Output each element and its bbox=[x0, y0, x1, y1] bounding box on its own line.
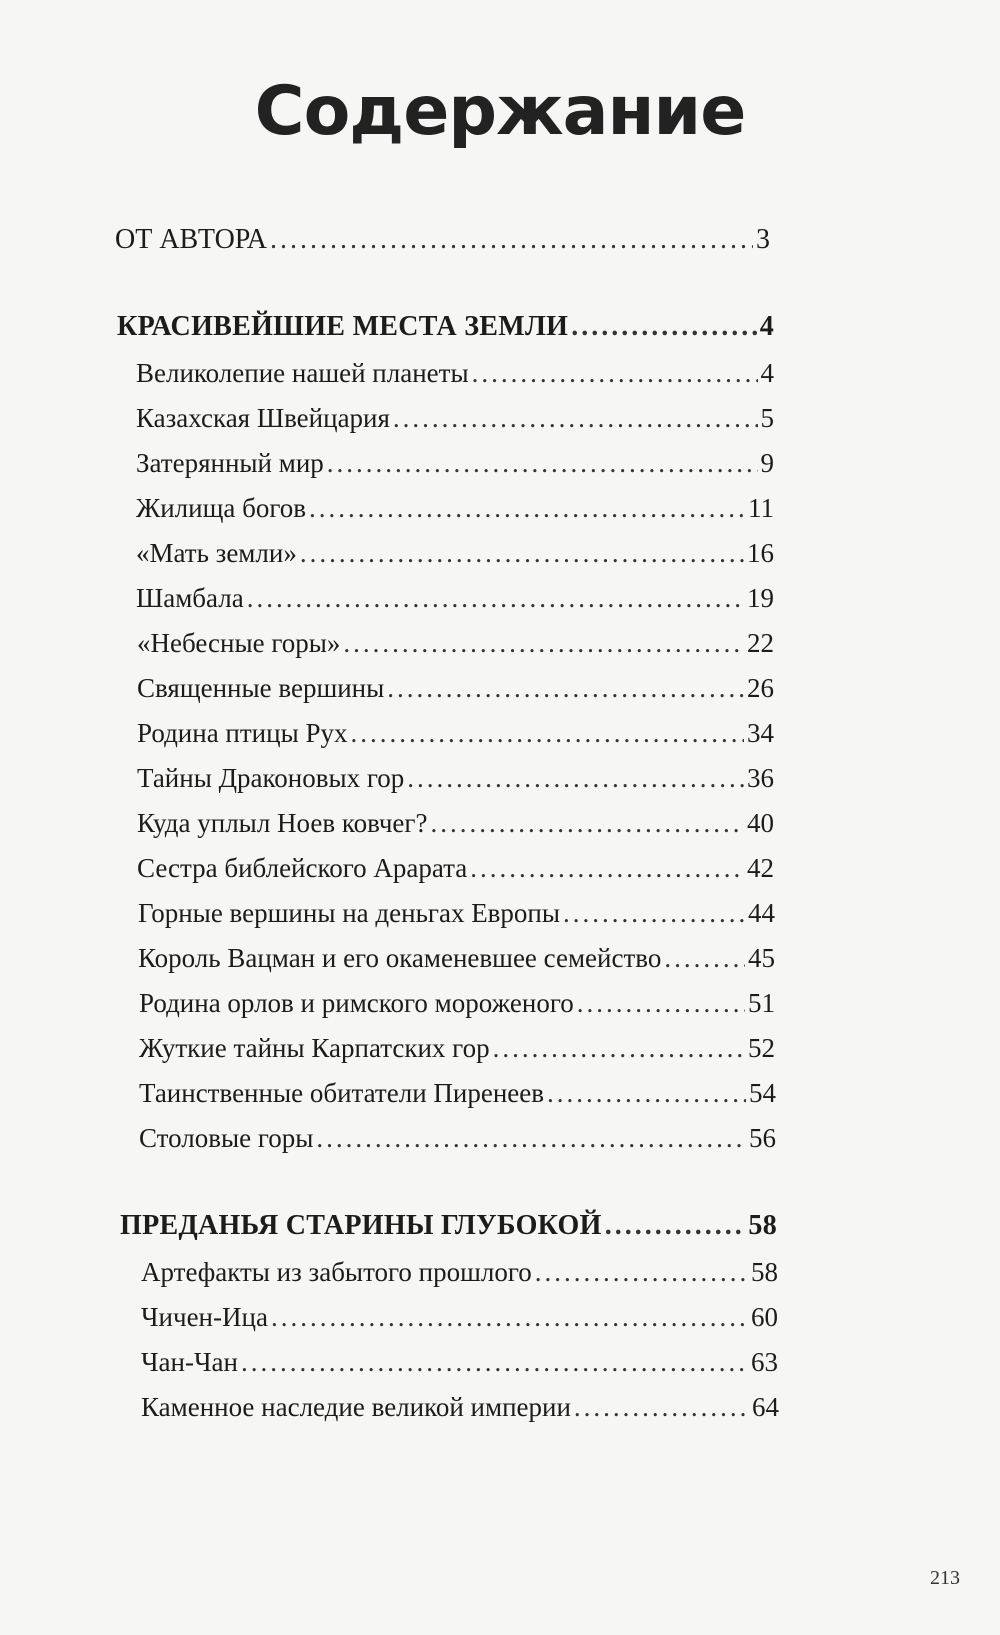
toc-page-number: 19 bbox=[747, 583, 774, 613]
toc-page-number: 4 bbox=[759, 311, 774, 342]
toc-entry bbox=[136, 358, 774, 389]
toc-entry-label: Родина птицы Рух bbox=[137, 718, 348, 748]
page-title: Содержание bbox=[254, 72, 746, 151]
toc-entry bbox=[139, 988, 775, 1019]
toc-page-number: 36 bbox=[747, 763, 774, 793]
toc-page-number: 34 bbox=[747, 718, 774, 748]
toc-entry-label: Тайны Драконовых гор bbox=[137, 763, 405, 793]
toc-entry-label: Жилища богов bbox=[136, 493, 306, 523]
toc-leader bbox=[300, 538, 744, 569]
toc-entry-label: Артефакты из забытого прошлого bbox=[141, 1257, 532, 1287]
toc-page-number: 42 bbox=[747, 853, 774, 883]
toc-leader bbox=[351, 718, 745, 749]
toc-entry-label: Затерянный мир bbox=[136, 448, 324, 478]
toc-leader bbox=[547, 1078, 746, 1109]
toc-entry bbox=[137, 718, 774, 749]
toc-entry bbox=[137, 808, 774, 839]
toc-leader bbox=[470, 853, 744, 884]
toc-page-number: 58 bbox=[748, 1210, 777, 1241]
toc-leader bbox=[270, 224, 753, 256]
toc-leader bbox=[309, 493, 745, 524]
toc-entry bbox=[137, 763, 774, 794]
toc-leader bbox=[387, 673, 744, 704]
toc-leader bbox=[316, 1123, 746, 1154]
toc-leader bbox=[605, 1210, 746, 1242]
toc-page-number: 60 bbox=[751, 1302, 778, 1332]
toc-entry-label: Чан-Чан bbox=[141, 1347, 238, 1377]
toc-leader bbox=[574, 1392, 749, 1423]
toc-entry bbox=[136, 538, 774, 569]
toc-leader bbox=[577, 988, 745, 1019]
toc-section-heading bbox=[117, 311, 774, 343]
toc-leader bbox=[563, 898, 745, 929]
toc-entry bbox=[136, 583, 774, 614]
toc-entry bbox=[141, 1347, 778, 1378]
toc-entry bbox=[137, 853, 774, 884]
toc-entry bbox=[136, 493, 774, 524]
toc-entry bbox=[141, 1392, 779, 1423]
toc-page-number: 52 bbox=[748, 1033, 775, 1063]
toc-page-number: 45 bbox=[748, 943, 775, 973]
toc-leader bbox=[393, 403, 758, 434]
toc-leader bbox=[247, 583, 744, 614]
toc-entry-label: Священные вершины bbox=[137, 673, 385, 703]
toc-page-number: 3 bbox=[756, 224, 770, 255]
toc-leader bbox=[407, 763, 744, 794]
toc-section-label: ПРЕДАНЬЯ СТАРИНЫ ГЛУБОКОЙ bbox=[120, 1210, 602, 1241]
toc-entry-label: Каменное наследие великой империи bbox=[141, 1392, 571, 1422]
toc-page-number: 40 bbox=[747, 808, 774, 838]
toc-entry-label: «Мать земли» bbox=[136, 538, 297, 568]
toc-page-number: 58 bbox=[751, 1257, 778, 1287]
toc-leader bbox=[664, 943, 745, 974]
toc-page-number: 56 bbox=[749, 1123, 776, 1153]
toc-leader bbox=[571, 311, 756, 343]
toc-entry bbox=[136, 448, 774, 479]
toc-page-number: 64 bbox=[752, 1392, 779, 1422]
toc-entry-label: Чичен-Ица bbox=[141, 1302, 268, 1332]
toc-page-number: 4 bbox=[760, 358, 774, 388]
toc-author-note bbox=[115, 224, 770, 256]
toc-entry-label: Куда уплыл Ноев ковчег? bbox=[137, 808, 428, 838]
toc-page-number: 51 bbox=[748, 988, 775, 1018]
toc-entry bbox=[137, 628, 774, 659]
toc-page-number: 22 bbox=[747, 628, 774, 658]
toc-section-heading bbox=[120, 1210, 777, 1242]
toc-entry-label: «Небесные горы» bbox=[137, 628, 341, 658]
toc-leader bbox=[472, 358, 758, 389]
toc-leader bbox=[430, 808, 744, 839]
toc-entry-label: Таинственные обитатели Пиренеев bbox=[139, 1078, 544, 1108]
toc-leader bbox=[343, 628, 744, 659]
toc-label: ОТ АВТОРА bbox=[115, 224, 268, 255]
toc-page-number: 5 bbox=[760, 403, 774, 433]
toc-section-label: КРАСИВЕЙШИЕ МЕСТА ЗЕМЛИ bbox=[117, 311, 569, 342]
toc-entry-label: Казахская Швейцария bbox=[136, 403, 390, 433]
toc-entry-label: Сестра библейского Арарата bbox=[137, 853, 468, 883]
toc-entry bbox=[139, 1123, 776, 1154]
toc-leader bbox=[271, 1302, 748, 1333]
toc-page-number: 44 bbox=[748, 898, 775, 928]
toc-page-number: 54 bbox=[749, 1078, 776, 1108]
toc-entry bbox=[141, 1257, 778, 1288]
toc-entry-label: Король Вацман и его окаменевшее семейство bbox=[138, 943, 662, 973]
toc-entry-label: Шамбала bbox=[136, 583, 244, 613]
toc-page-number: 26 bbox=[747, 673, 774, 703]
page-number: 213 bbox=[930, 1567, 960, 1589]
toc-entry bbox=[141, 1302, 778, 1333]
toc-entry-label: Великолепие нашей планеты bbox=[136, 358, 469, 388]
toc-page-number: 16 bbox=[747, 538, 774, 568]
toc-entry bbox=[137, 673, 774, 704]
toc-entry-label: Жуткие тайны Карпатских гор bbox=[139, 1033, 490, 1063]
toc-entry-label: Горные вершины на деньгах Европы bbox=[138, 898, 561, 928]
toc-entry-label: Столовые горы bbox=[139, 1123, 314, 1153]
toc-entry bbox=[138, 943, 775, 974]
toc-page-number: 63 bbox=[751, 1347, 778, 1377]
toc-entry bbox=[136, 403, 774, 434]
toc-entry bbox=[138, 898, 775, 929]
toc-entry bbox=[139, 1033, 775, 1064]
toc-entry bbox=[139, 1078, 776, 1109]
toc-leader bbox=[327, 448, 758, 479]
toc-leader bbox=[493, 1033, 745, 1064]
toc-page-number: 9 bbox=[760, 448, 774, 478]
toc-page-number: 11 bbox=[748, 493, 774, 523]
toc-entry-label: Родина орлов и римского мороженого bbox=[139, 988, 574, 1018]
toc-leader bbox=[535, 1257, 748, 1288]
toc-leader bbox=[241, 1347, 748, 1378]
